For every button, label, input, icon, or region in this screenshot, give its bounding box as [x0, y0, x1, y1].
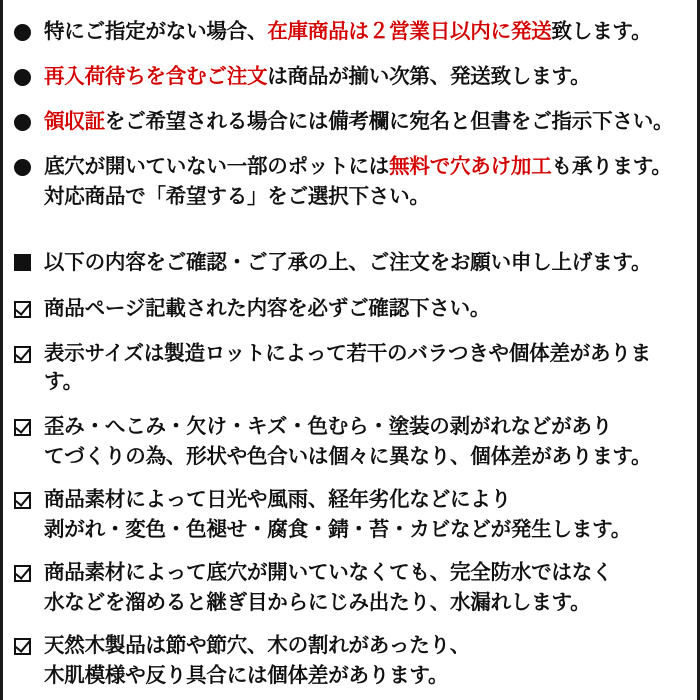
- checklist-item-line1: 天然木製品は節や節穴、木の割れがあったり、: [44, 634, 471, 657]
- checklist-item-text: [44, 486, 686, 544]
- emphasis-text: 再入荷待ちを含むご注文: [44, 65, 268, 88]
- section-spacer: [14, 221, 686, 249]
- emphasis-text: 在庫商品は２営業日以内に発送: [267, 20, 552, 43]
- checkbox-icon: [14, 559, 44, 587]
- checklist-item: [14, 559, 686, 617]
- notice-list: [14, 18, 686, 211]
- plain-text: 特にご指定がない場合、: [44, 20, 268, 43]
- notice-item-text: [44, 153, 686, 211]
- disc-bullet-icon: [14, 108, 44, 136]
- checklist-item-text: [44, 340, 686, 396]
- square-bullet-icon: [14, 249, 44, 277]
- checklist: [14, 295, 686, 690]
- plain-text: をご希望される場合には備考欄に宛名と但書をご指示下さい。: [104, 110, 674, 133]
- checkbox-icon: [14, 295, 44, 323]
- notice-item-text: [44, 63, 686, 91]
- notice-item: [14, 153, 686, 211]
- checklist-item-text: [44, 632, 686, 690]
- checklist-heading: [14, 249, 686, 277]
- notice-item: [14, 18, 686, 46]
- checklist-item-line1: 商品ページ記載された内容を必ずご確認下さい。: [44, 297, 491, 320]
- notice-item: [14, 63, 686, 91]
- disc-bullet-icon: [14, 18, 44, 46]
- notice-item: [14, 108, 686, 136]
- checklist-item-text: [44, 559, 686, 617]
- disc-bullet-icon: [14, 153, 44, 181]
- checklist-item-text: [44, 295, 686, 323]
- emphasis-text: 無料で穴あけ加工: [389, 155, 552, 178]
- checklist-item-line1: 商品素材によって底穴が開いていなくても、完全防水ではなく: [44, 561, 613, 584]
- checkbox-icon: [14, 486, 44, 514]
- checklist-item-line2: 剥がれ・変色・色褪せ・腐食・錆・苔・カビなどが発生します。: [44, 518, 632, 541]
- checklist-item-line2: 水などを溜めると継ぎ目からにじみ出たり、水漏れします。: [44, 591, 591, 614]
- checklist-item-line2: 木肌模様や反り具合には個体差があります。: [44, 664, 449, 687]
- notice-item-text: [44, 18, 686, 46]
- checkbox-icon: [14, 632, 44, 660]
- emphasis-text: 領収証: [44, 110, 105, 133]
- checklist-item-line1: 表示サイズは製造ロットによって若干のバラつきや個体差があります。: [44, 342, 651, 393]
- notice-item-text: [44, 108, 686, 136]
- checklist-item: [14, 486, 686, 544]
- checklist-item-line1: 歪み・へこみ・欠け・キズ・色むら・塗装の剥がれなどがあり: [44, 415, 612, 438]
- checklist-heading-text: 以下の内容をご確認・ご了承の上、ご注文をお願い申し上げます。: [44, 251, 652, 274]
- plain-text: 致します。: [551, 20, 652, 43]
- checklist-item: [14, 413, 686, 471]
- checklist-item: [14, 340, 686, 396]
- checkbox-icon: [14, 413, 44, 441]
- checklist-item: [14, 632, 686, 690]
- plain-text: も承ります。: [551, 155, 672, 178]
- checklist-item-line2: てづくりの為、形状や色合いは個々に異なり、個体差があります。: [44, 445, 652, 468]
- plain-text: は商品が揃い次第、発送致します。: [267, 65, 591, 88]
- plain-text: 底穴が開いていない一部のポットには: [44, 155, 390, 178]
- notice-item-second-line: 対応商品で「希望する」をご選択下さい。: [44, 185, 430, 208]
- disc-bullet-icon: [14, 63, 44, 91]
- checkbox-icon: [14, 340, 44, 368]
- checklist-item: [14, 295, 686, 323]
- checklist-item-line1: 商品素材によって日光や風雨、経年劣化などにより: [44, 488, 511, 511]
- checklist-item-text: [44, 413, 686, 471]
